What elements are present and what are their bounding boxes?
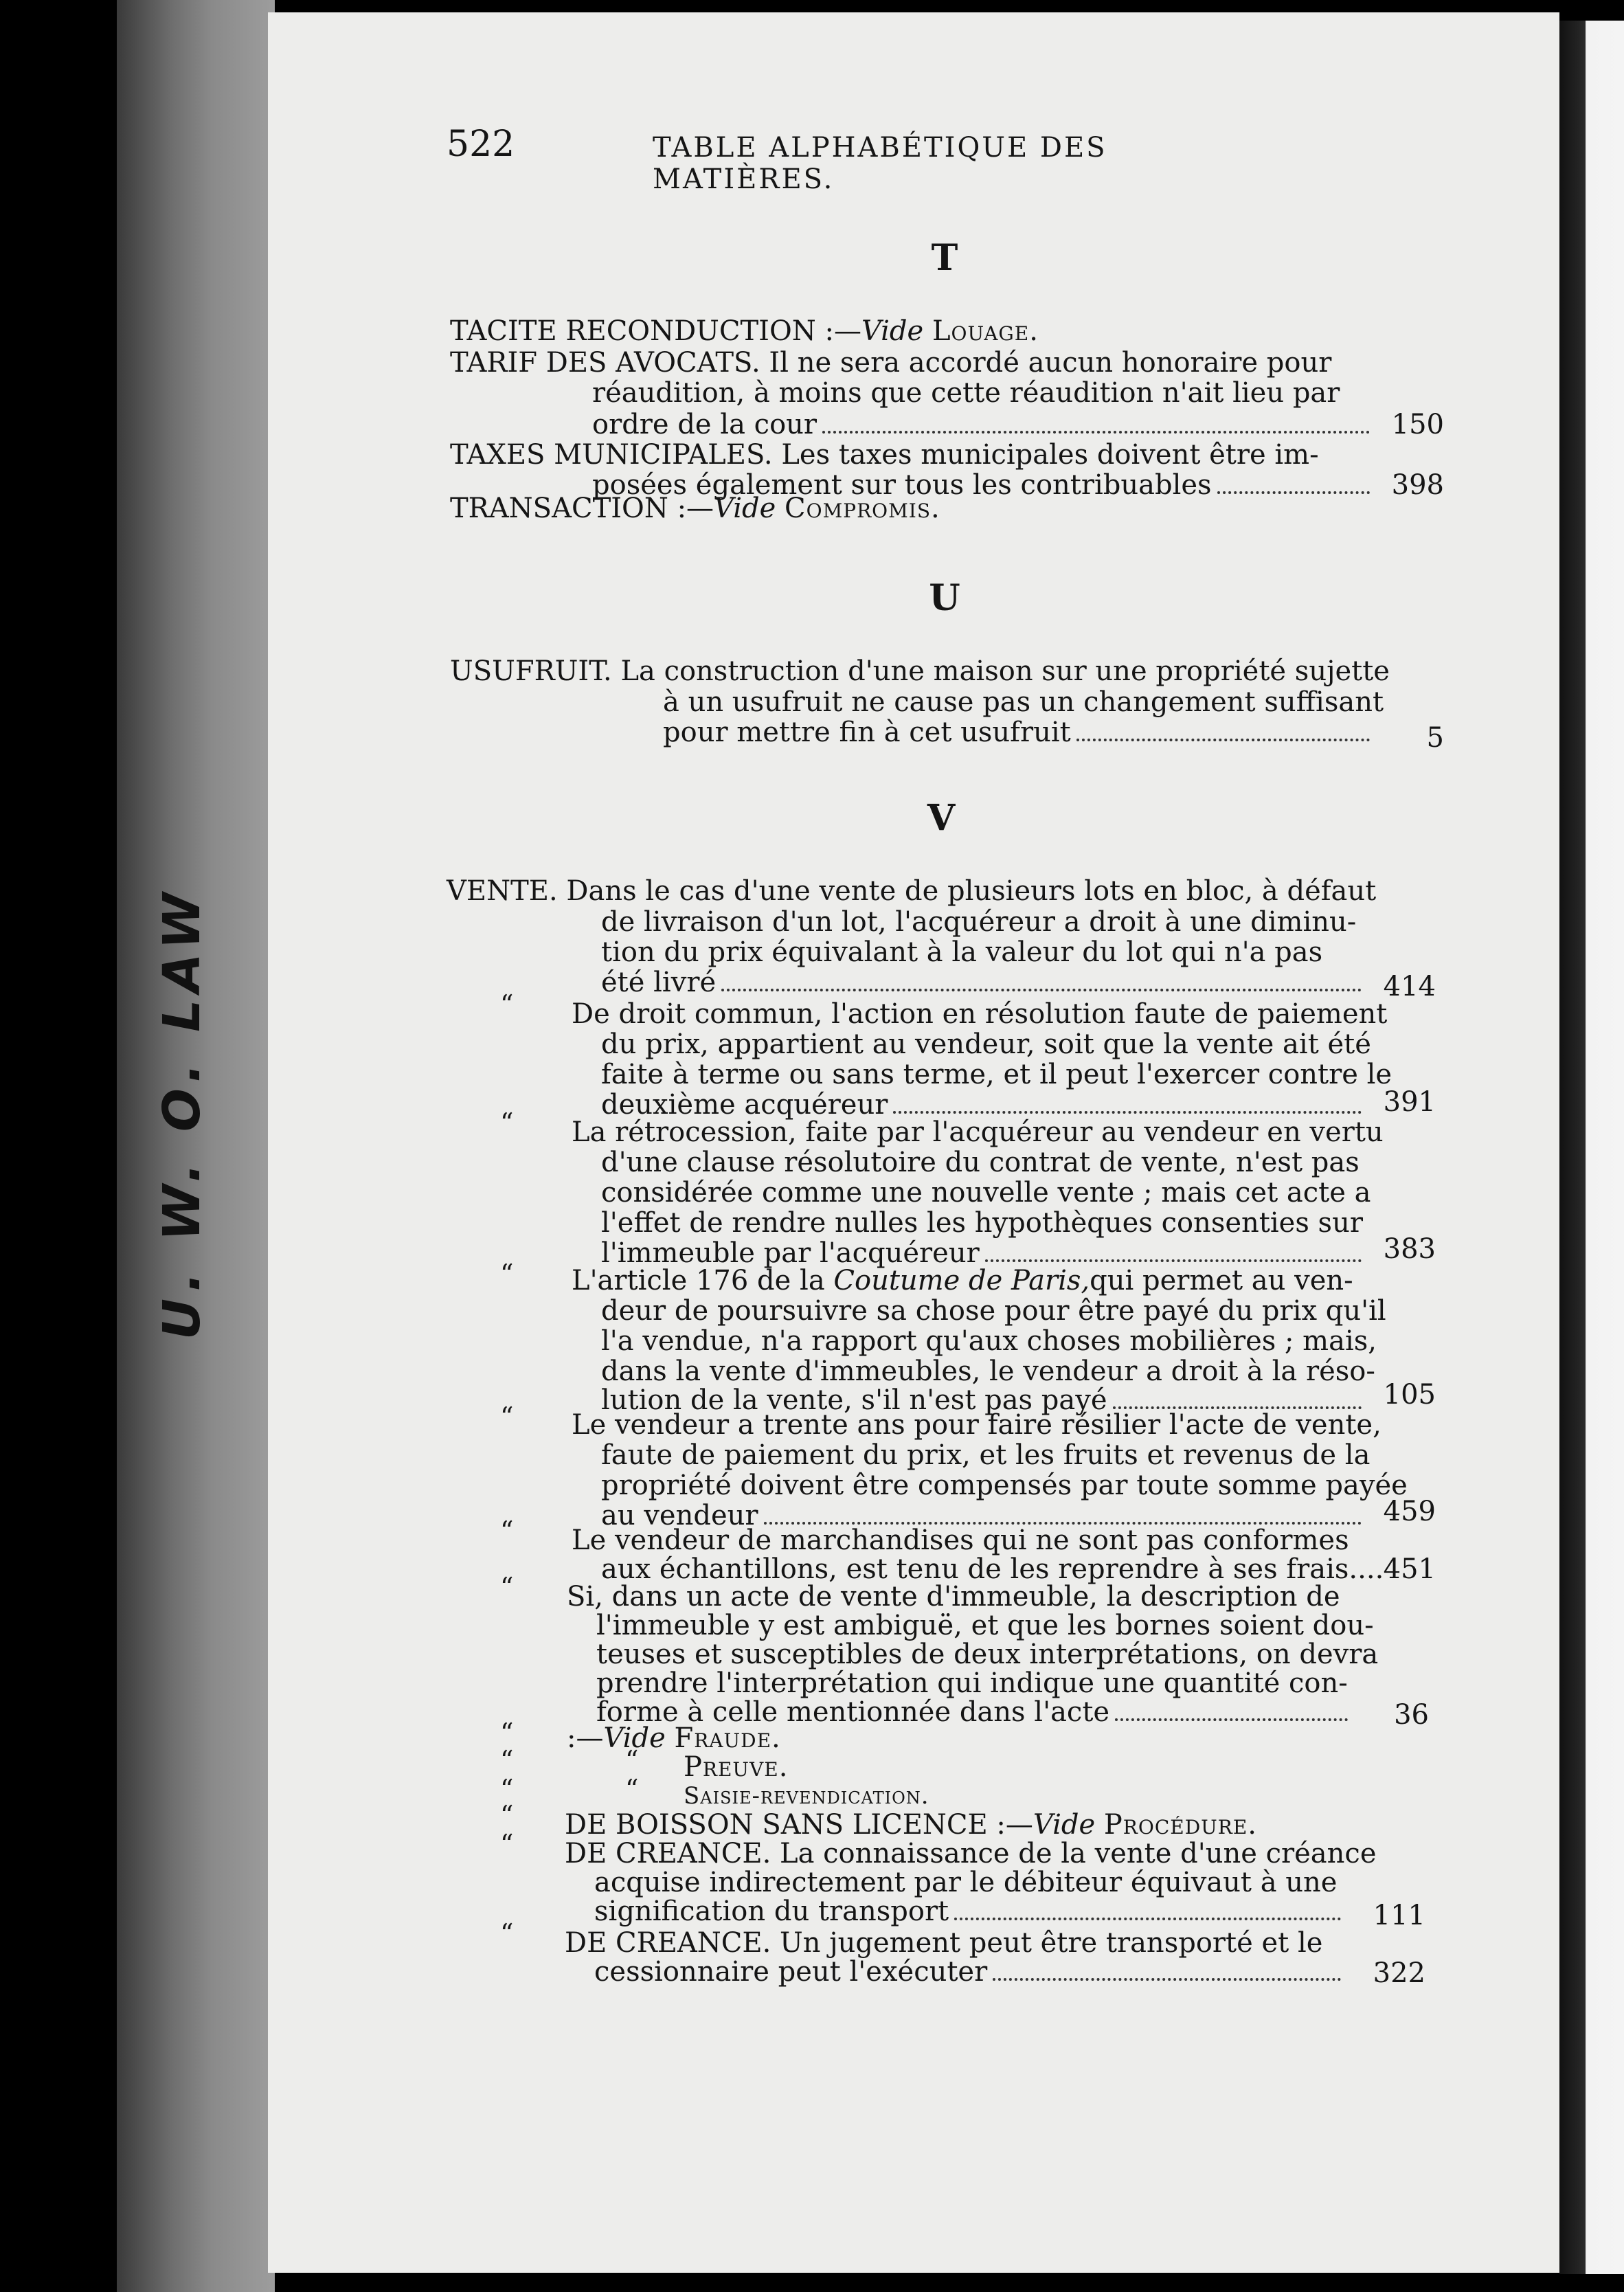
- index-entry-text: deur de poursuivre sa chose pour être payé du prix qu'il: [601, 1295, 1386, 1327]
- page-reference: 459: [1383, 1496, 1436, 1527]
- page-reference: 451: [1383, 1553, 1436, 1585]
- cross-reference: Procédure.: [1103, 1809, 1257, 1841]
- ditto-mark: “: [500, 1516, 514, 1546]
- dot-leader: [1115, 1718, 1348, 1721]
- ditto-mark: “: [500, 1108, 514, 1138]
- cross-reference: Compromis.: [785, 493, 940, 524]
- dot-leader: [993, 1977, 1341, 1981]
- index-entry-text: faute de paiement du prix, et les fruits et revenus de la: [601, 1439, 1371, 1471]
- entry-text: cessionnaire peut l'exécuter: [594, 1956, 988, 1988]
- entry-text: forme à celle mentionnée dans l'acte: [596, 1696, 1110, 1728]
- entry-text: l'immeuble par l'acquéreur: [601, 1237, 980, 1269]
- index-entry-text: réaudition, à moins que cette réaudition n'ait lieu par: [592, 377, 1340, 409]
- ditto-mark: “: [500, 1402, 514, 1432]
- cross-reference: Louage.: [932, 315, 1039, 347]
- index-entry-vente: VENTE. Dans le cas d'une vente de plusieurs lots en bloc, à défaut: [447, 875, 1377, 907]
- index-subentry: Le vendeur de marchandises qui ne sont pas conformes: [572, 1525, 1349, 1556]
- index-subentry: [572, 1266, 1353, 1296]
- entry-text: qui permet au ven-: [1090, 1265, 1353, 1296]
- index-entry-leader-line: [663, 717, 1375, 748]
- page-reference: 414: [1383, 971, 1436, 1002]
- dot-leader: [985, 1259, 1362, 1262]
- index-entry-text: tion du prix équivalant à la valeur du lot qui n'a pas: [601, 936, 1323, 968]
- cited-work: Coutume de Paris,: [833, 1265, 1090, 1296]
- index-subentry: DE CREANCE. La connaissance de la vente d'une créance: [565, 1838, 1377, 1869]
- index-entry-text: aux échantillons, est tenu de les reprendre à ses frais....: [601, 1553, 1384, 1585]
- entry-text: signification du transport: [594, 1896, 949, 1927]
- index-entry-text: du prix, appartient au vendeur, soit que la vente ait été: [601, 1029, 1371, 1060]
- index-entry-text: prendre l'interprétation qui indique une quantité con-: [596, 1667, 1348, 1699]
- index-entry-text: considérée comme une nouvelle vente ; mais cet acte a: [601, 1177, 1371, 1209]
- index-entry-leader-line: [594, 1896, 1346, 1927]
- ditto-mark: “: [500, 989, 514, 1020]
- page-reference: 111: [1373, 1900, 1425, 1931]
- dot-leader: [721, 988, 1362, 991]
- ditto-mark: “: [625, 1745, 639, 1775]
- page-reference: 391: [1383, 1086, 1436, 1118]
- index-entry-text: acquise indirectement par le débiteur équivaut à une: [594, 1867, 1338, 1898]
- index-entry-text: de livraison d'un lot, l'acquéreur a droit à une diminu-: [601, 906, 1357, 938]
- ditto-mark: “: [625, 1774, 639, 1804]
- cross-reference: Preuve.: [684, 1751, 789, 1783]
- cross-reference: Fraude.: [674, 1722, 781, 1754]
- entry-text: TACITE RECONDUCTION :—: [450, 315, 861, 347]
- index-entry-text: teuses et susceptibles de deux interprétations, on devra: [596, 1639, 1379, 1670]
- entry-text: :—: [567, 1722, 604, 1754]
- cross-reference: Saisie-revendication.: [684, 1782, 929, 1810]
- index-entry-taxes: TAXES MUNICIPALES. Les taxes municipales doivent être im-: [450, 439, 1319, 471]
- page-reference: 383: [1383, 1233, 1436, 1265]
- entry-text: L'article 176 de la: [572, 1265, 825, 1296]
- entry-text: DE BOISSON SANS LICENCE :—: [565, 1809, 1033, 1841]
- running-title: TABLE ALPHABÉTIQUE DES MATIÈRES.: [653, 132, 1107, 195]
- index-entry-text: d'une clause résolutoire du contrat de vente, n'est pas: [601, 1147, 1360, 1178]
- dot-leader: [893, 1110, 1362, 1114]
- dot-leader: [1217, 491, 1370, 494]
- entry-text: ordre de la cour: [592, 409, 817, 440]
- dot-leader: [1076, 738, 1370, 741]
- ditto-mark: “: [500, 1718, 514, 1748]
- ditto-mark: “: [500, 1918, 514, 1948]
- entry-text: été livré: [601, 967, 717, 998]
- index-entry-text: faite à terme ou sans terme, et il peut l'exercer contre le: [601, 1059, 1392, 1090]
- index-subentry: Le vendeur a trente ans pour faire résilier l'acte de vente,: [572, 1409, 1381, 1441]
- entry-text: lution de la vente, s'il n'est pas payé: [601, 1384, 1107, 1416]
- ditto-mark: “: [500, 1829, 514, 1859]
- page-reference: 398: [1391, 469, 1444, 501]
- index-subentry: Si, dans un acte de vente d'immeuble, la description de: [567, 1581, 1340, 1613]
- index-entry-text: l'a vendue, n'a rapport qu'aux choses mobilières ; mais,: [601, 1325, 1377, 1357]
- section-heading-t: T: [931, 237, 958, 279]
- vide-label: Vide: [714, 493, 776, 524]
- index-entry-tarif: TARIF DES AVOCATS. Il ne sera accordé aucun honoraire pour: [450, 347, 1332, 379]
- library-stamp-text: U. W. O. LAW: [153, 886, 212, 1340]
- index-entry-tacite: [450, 316, 1039, 346]
- section-heading-u: U: [929, 577, 960, 619]
- index-entry-transaction: [450, 493, 940, 524]
- index-entry-text: l'immeuble y est ambiguë, et que les bornes soient dou-: [596, 1610, 1374, 1641]
- entry-text: deuxième acquéreur: [601, 1089, 888, 1121]
- index-entry-leader-line: [594, 1957, 1346, 1988]
- entry-text: posées également sur tous les contribuables: [592, 469, 1212, 501]
- dot-leader: [954, 1917, 1341, 1920]
- page-reference: 105: [1383, 1379, 1436, 1411]
- page-reference: 5: [1426, 722, 1444, 754]
- vide-label: Vide: [603, 1722, 666, 1754]
- page-header: [447, 124, 1271, 195]
- index-subentry-crossref: [565, 1810, 1257, 1840]
- dot-leader: [822, 430, 1370, 434]
- index-subentry: De droit commun, l'action en résolution faute de paiement: [572, 998, 1388, 1030]
- entry-text: au vendeur: [601, 1500, 758, 1531]
- index-entry-text: propriété doivent être compensés par toute somme payée: [601, 1470, 1408, 1501]
- vide-label: Vide: [861, 315, 924, 347]
- ditto-mark: “: [500, 1572, 514, 1602]
- index-entry-text: à un usufruit ne cause pas un changement suffisant: [663, 686, 1384, 718]
- vide-label: Vide: [1033, 1809, 1096, 1841]
- index-entry-text: dans la vente d'immeubles, le vendeur a droit à la réso-: [601, 1356, 1375, 1387]
- page-number: 522: [447, 124, 515, 165]
- entry-text: TRANSACTION :—: [450, 493, 714, 524]
- page-reference: 36: [1394, 1699, 1429, 1731]
- entry-text: pour mettre fin à cet usufruit: [663, 717, 1071, 748]
- index-subentry-crossref: [567, 1723, 781, 1753]
- index-subentry: DE CREANCE. Un jugement peut être transporté et le: [565, 1927, 1323, 1959]
- index-entry-usufruit: USUFRUIT. La construction d'une maison sur une propriété sujette: [450, 655, 1390, 687]
- ditto-mark: “: [500, 1774, 514, 1804]
- next-page-edge: [1559, 21, 1624, 2274]
- index-entry-leader-line: [601, 967, 1367, 998]
- page-reference: 150: [1391, 409, 1444, 440]
- library-stamp: [141, 886, 223, 1340]
- index-entry-text: l'effet de rendre nulles les hypothèques consenties sur: [601, 1207, 1363, 1239]
- ditto-mark: “: [500, 1745, 514, 1775]
- page-reference: 322: [1373, 1957, 1425, 1989]
- ditto-mark: “: [500, 1800, 514, 1830]
- ditto-mark: “: [500, 1259, 514, 1289]
- index-entry-leader-line: [592, 409, 1375, 440]
- index-subentry: La rétrocession, faite par l'acquéreur au vendeur en vertu: [572, 1116, 1384, 1148]
- section-heading-v: V: [927, 797, 956, 839]
